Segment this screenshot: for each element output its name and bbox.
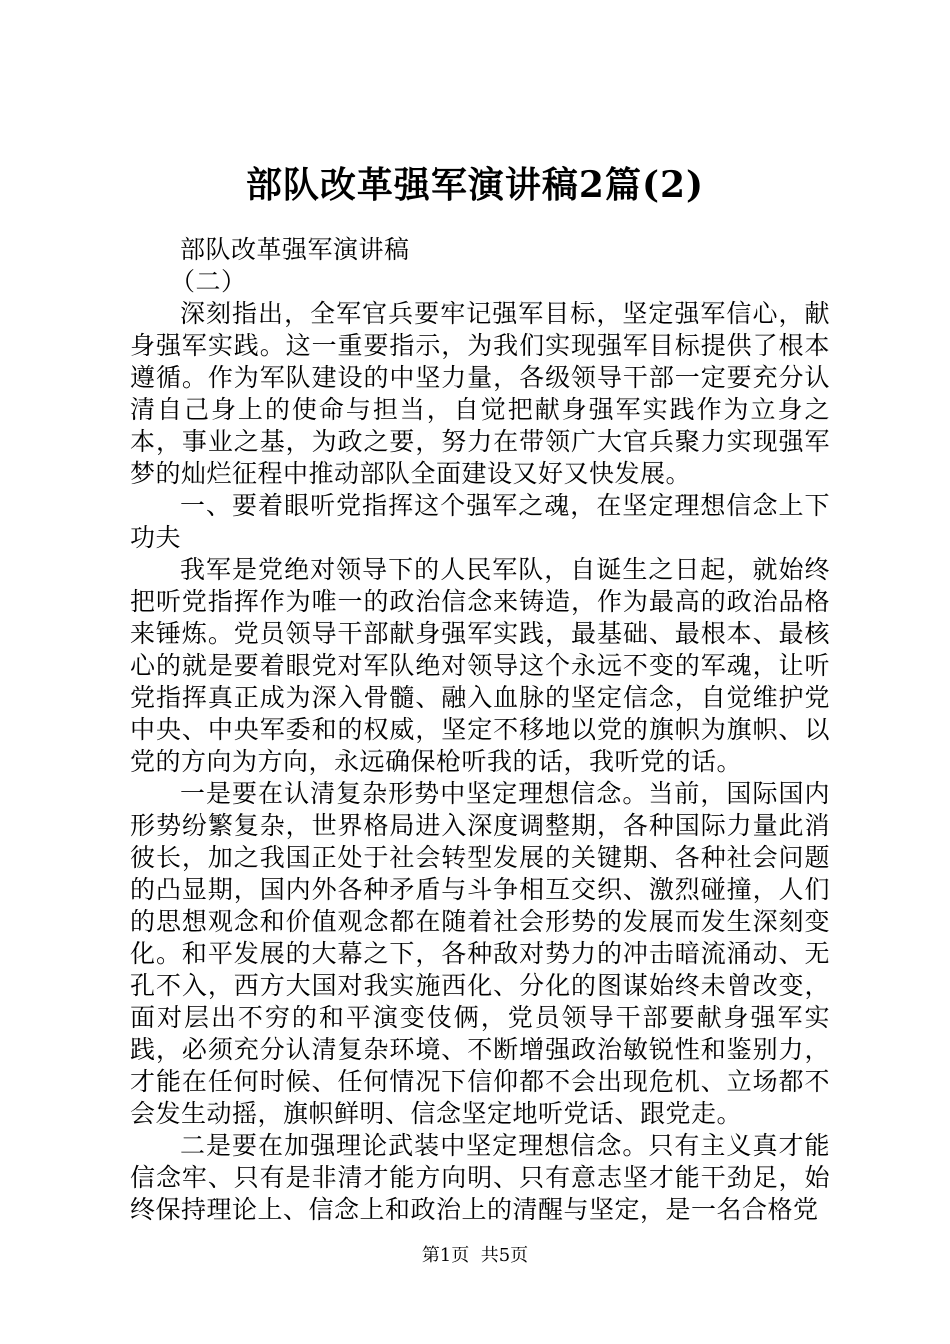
document-subtitle: 部队改革强军演讲稿: [180, 235, 410, 264]
part-label: （二）: [170, 267, 247, 296]
page-footer: 第1页 共5页: [421, 1245, 529, 1266]
paragraph: 我军是党绝对领导下的人民军队，自诞生之日起，就始终把听党指挥作为唯一的政治信念来铸造，作为最高的政治品格来锤炼。党员领导干部献身强军实践，最基础、最根本、最核心的就是要着眼党对军队绝对领导这个永远不变的军魂，让听党指挥真正成为深入骨髓、融入血脉的坚定信念，自觉维护党中央、中央军委和的权威，坚定不移地以党的旗帜为旗帜、以党的方向为方向，永远确保枪听我的话，我听党的话。: [130, 555, 830, 776]
paragraph: 二是要在加强理论武装中坚定理想信念。只有主义真才能信念牢、只有是非清才能方向明、只有意志坚才能干劲足，始终保持理论上、信念上和政治上的清醒与坚定，是一名合格党: [130, 1131, 830, 1224]
document-body: [130, 234, 830, 1226]
paragraph: 一是要在认清复杂形势中坚定理想信念。当前，国际国内形势纷繁复杂，世界格局进入深度调整期，各种国际力量此消彼长，加之我国正处于社会转型发展的关键期、各种社会问题的凸显期，国内外各种矛盾与斗争相互交织、激烈碰撞，人们的思想观念和价值观念都在随着社会形势的发展而发生深刻变化。和平发展的大幕之下，各种敌对势力的冲击暗流涌动、无孔不入，西方大国对我实施西化、分化的图谋始终未曾改变，面对层出不穷的和平演变伎俩，党员领导干部要献身强军实践，必须充分认清复杂环境、不断增强政治敏锐性和鉴别力，才能在任何时候、任何情况下信仰都不会出现危机、立场都不会发生动摇，旗帜鲜明、信念坚定地听党话、跟党走。: [130, 779, 830, 1128]
section-heading: 一、要着眼听党指挥这个强军之魂，在坚定理想信念上下功夫: [130, 491, 830, 552]
paragraph: 深刻指出，全军官兵要牢记强军目标，坚定强军信心，献身强军实践。这一重要指示，为我们实现强军目标提供了根本遵循。作为军队建设的中坚力量，各级领导干部一定要充分认清自己身上的使命与担当，自觉把献身强军实践作为立身之本，事业之基，为政之要，努力在带领广大官兵聚力实现强军梦的灿烂征程中推动部队全面建设又好又快发展。: [130, 299, 830, 488]
document-title: 部队改革强军演讲稿2篇(2): [245, 164, 705, 206]
